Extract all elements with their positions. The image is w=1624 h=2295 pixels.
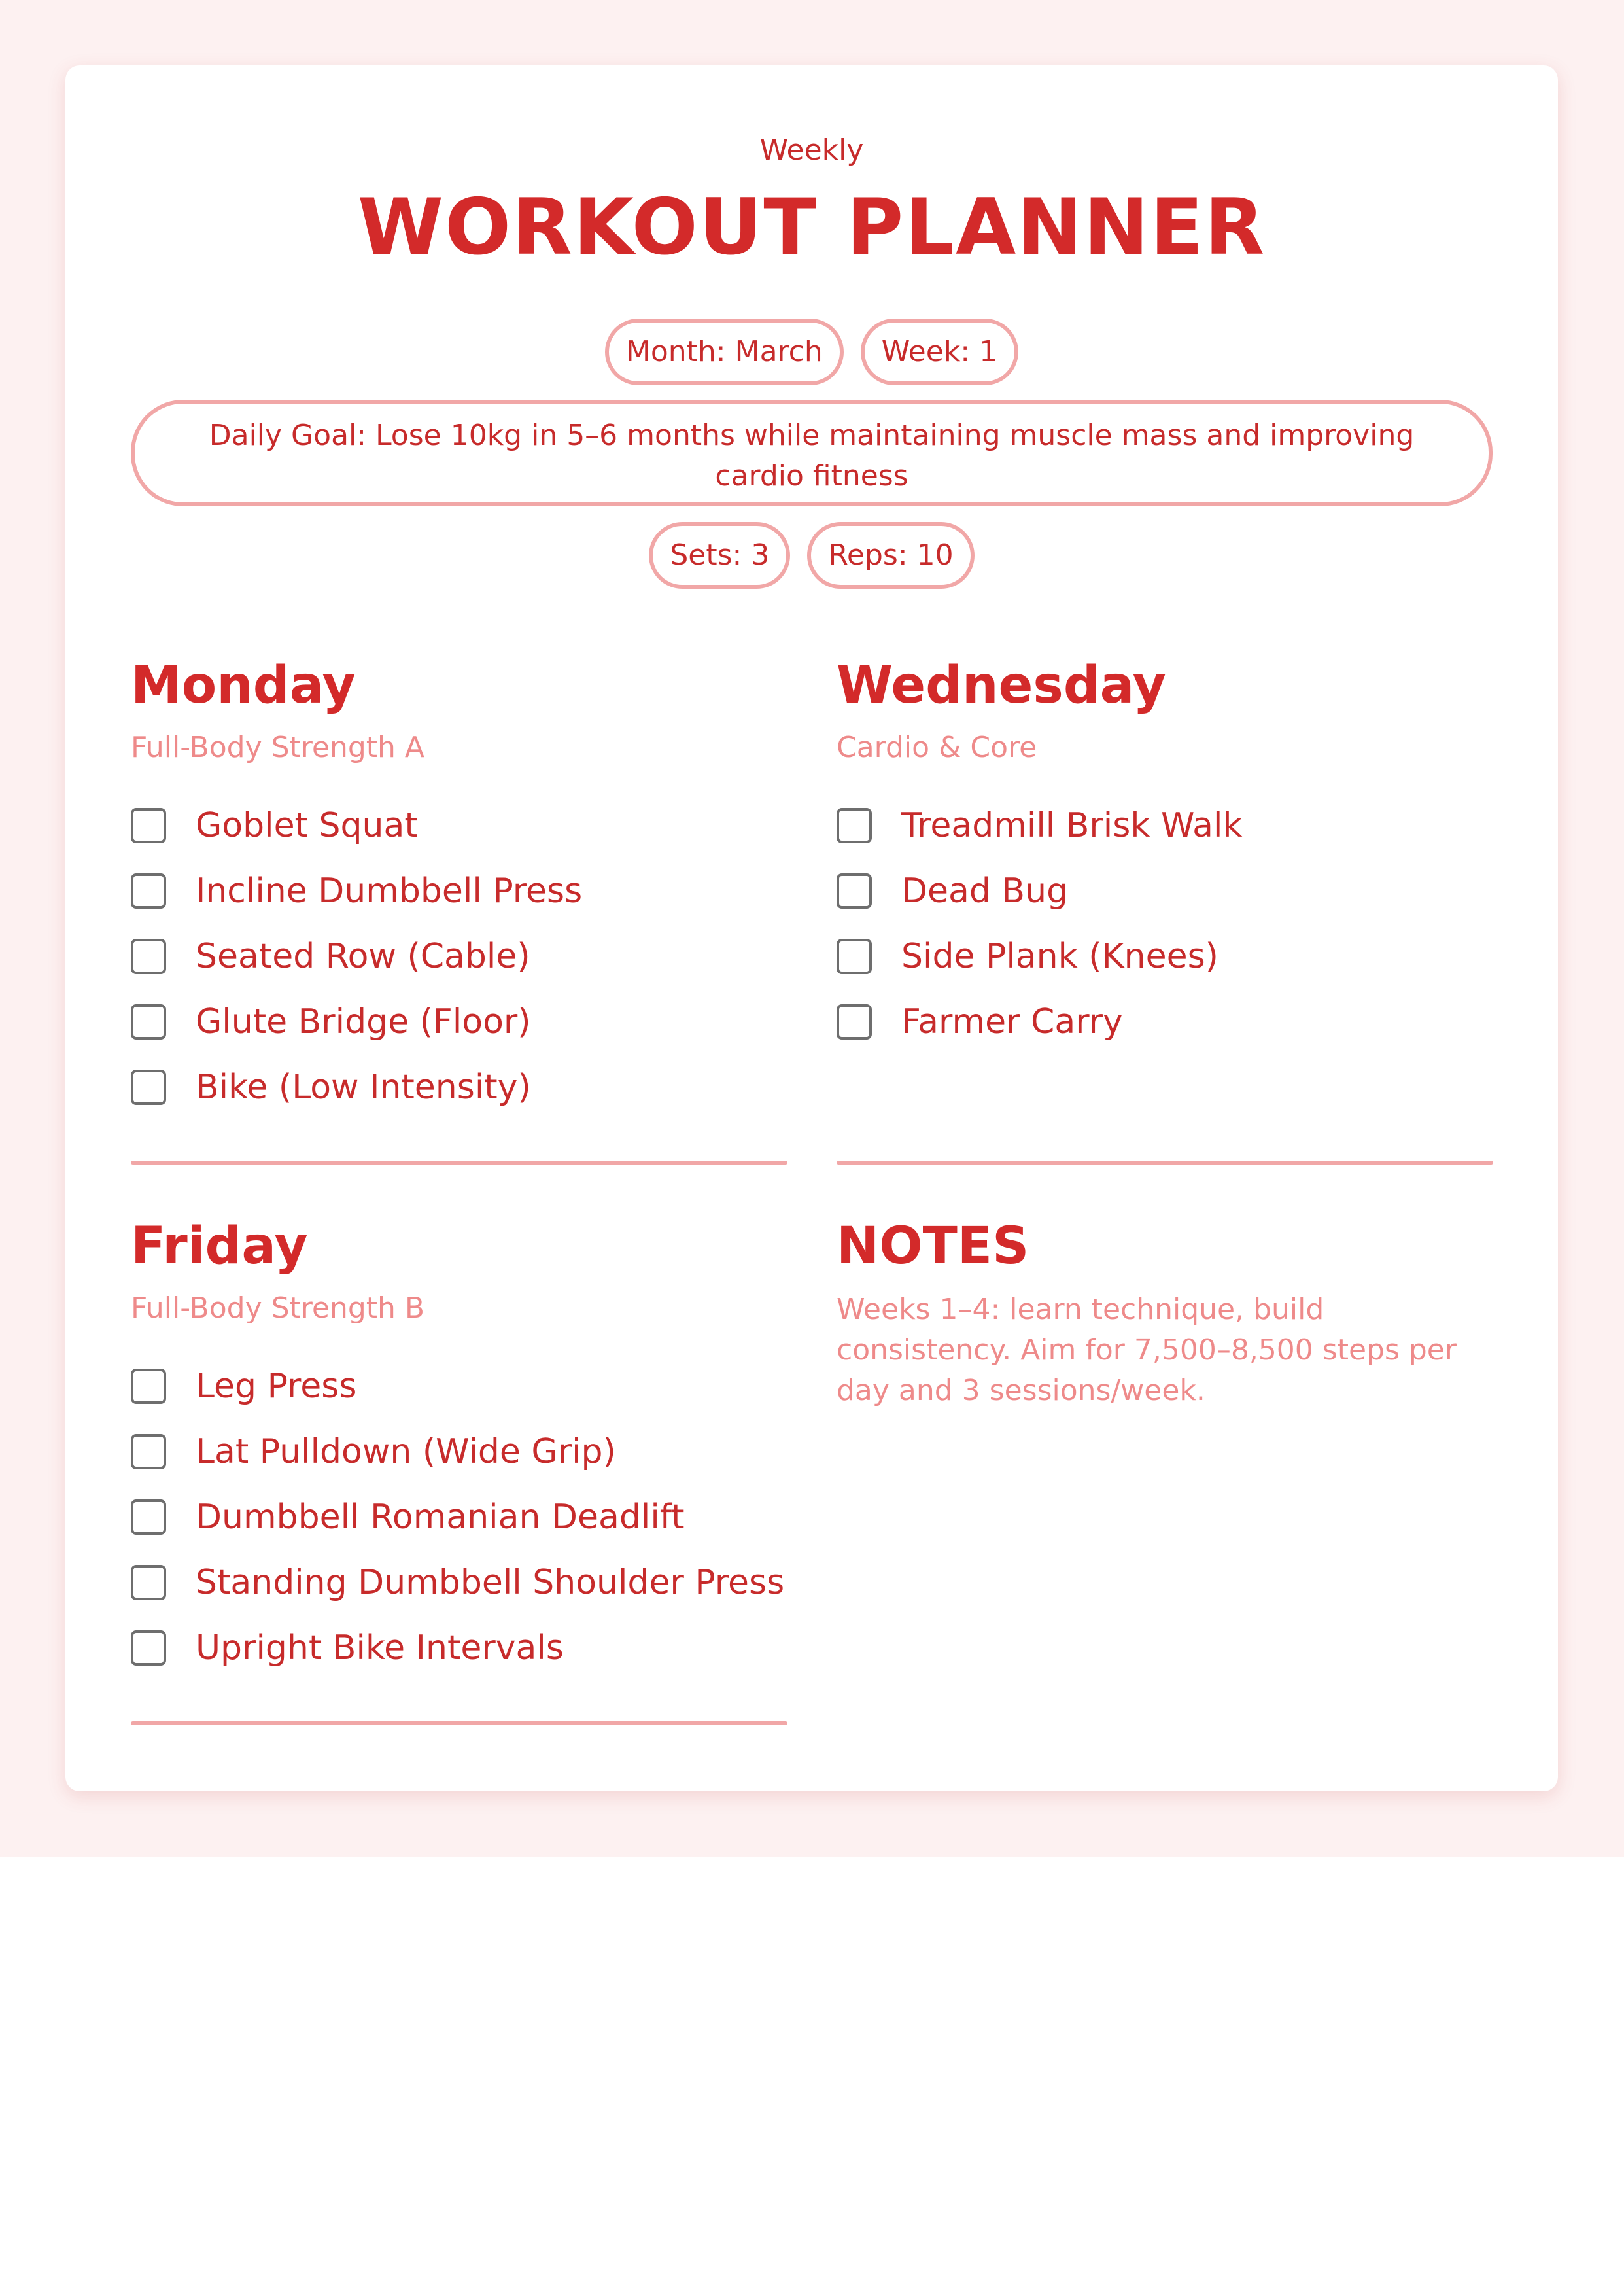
section-divider: [837, 1161, 1493, 1165]
day-section-monday: [131, 654, 787, 1120]
exercise-label: Treadmill Brisk Walk: [901, 806, 1243, 845]
exercise-item: [837, 858, 1493, 924]
exercise-label: Side Plank (Knees): [901, 937, 1218, 976]
day-title: Friday: [131, 1217, 308, 1276]
exercise-label: Standing Dumbbell Shoulder Press: [196, 1563, 785, 1602]
exercise-checkbox[interactable]: [837, 808, 872, 843]
day-focus: Cardio & Core: [837, 731, 1037, 764]
planner-title: WORKOUT PLANNER: [357, 183, 1266, 273]
exercise-item: [131, 1550, 787, 1615]
section-divider: [131, 1161, 787, 1165]
planner-card: [65, 65, 1558, 1791]
day-section-friday: [131, 1215, 787, 1681]
exercise-label: Leg Press: [196, 1367, 357, 1406]
exercise-list: [131, 793, 787, 1120]
exercise-label: Goblet Squat: [196, 806, 418, 845]
planner-subtitle: Weekly: [759, 133, 864, 167]
exercise-item: [837, 924, 1493, 989]
daily-goal-pill: Daily Goal: Lose 10kg in 5–6 months while maintaining muscle mass and improving cardio fitness: [131, 400, 1493, 506]
exercise-list: [837, 793, 1493, 1055]
exercise-item: [837, 989, 1493, 1055]
month-week-row: [65, 319, 1558, 385]
exercise-checkbox[interactable]: [131, 1004, 166, 1040]
exercise-list: [131, 1354, 787, 1681]
exercise-checkbox[interactable]: [131, 873, 166, 909]
exercise-item: [131, 1615, 787, 1681]
exercise-checkbox[interactable]: [131, 1369, 166, 1404]
exercise-label: Incline Dumbbell Press: [196, 871, 583, 911]
exercise-item: [837, 793, 1493, 858]
exercise-item: [131, 1419, 787, 1484]
day-title: Monday: [131, 656, 356, 715]
exercise-label: Seated Row (Cable): [196, 937, 530, 976]
exercise-label: Dumbbell Romanian Deadlift: [196, 1498, 685, 1537]
month-pill: Month: March: [605, 319, 844, 385]
exercise-checkbox[interactable]: [837, 939, 872, 974]
exercise-checkbox[interactable]: [131, 939, 166, 974]
day-title: Wednesday: [837, 656, 1166, 715]
exercise-checkbox[interactable]: [131, 1070, 166, 1105]
exercise-checkbox[interactable]: [131, 808, 166, 843]
sets-pill: Sets: 3: [649, 522, 790, 589]
exercise-label: Upright Bike Intervals: [196, 1628, 564, 1668]
exercise-label: Bike (Low Intensity): [196, 1068, 531, 1107]
reps-pill: Reps: 10: [807, 522, 974, 589]
section-divider: [131, 1721, 787, 1725]
exercise-item: [131, 1055, 787, 1120]
exercise-label: Farmer Carry: [901, 1002, 1123, 1042]
exercise-checkbox[interactable]: [131, 1434, 166, 1469]
notes-section: [837, 1215, 1493, 1411]
exercise-item: [131, 858, 787, 924]
notes-title: NOTES: [837, 1217, 1029, 1276]
exercise-checkbox[interactable]: [131, 1630, 166, 1666]
exercise-checkbox[interactable]: [131, 1499, 166, 1535]
exercise-label: Dead Bug: [901, 871, 1069, 911]
exercise-item: [131, 1354, 787, 1419]
exercise-item: [131, 989, 787, 1055]
exercise-checkbox[interactable]: [131, 1565, 166, 1600]
week-pill: Week: 1: [861, 319, 1018, 385]
exercise-checkbox[interactable]: [837, 1004, 872, 1040]
exercise-item: [131, 924, 787, 989]
exercise-item: [131, 1484, 787, 1550]
notes-text: Weeks 1–4: learn technique, build consistency. Aim for 7,500–8,500 steps per day and 3 sessions/week.: [837, 1293, 1457, 1407]
day-section-wednesday: [837, 654, 1493, 1055]
sets-reps-row: [65, 522, 1558, 589]
exercise-label: Glute Bridge (Floor): [196, 1002, 531, 1042]
day-focus: Full-Body Strength A: [131, 731, 425, 764]
exercise-item: [131, 793, 787, 858]
exercise-checkbox[interactable]: [837, 873, 872, 909]
exercise-label: Lat Pulldown (Wide Grip): [196, 1432, 616, 1471]
day-focus: Full-Body Strength B: [131, 1291, 425, 1325]
